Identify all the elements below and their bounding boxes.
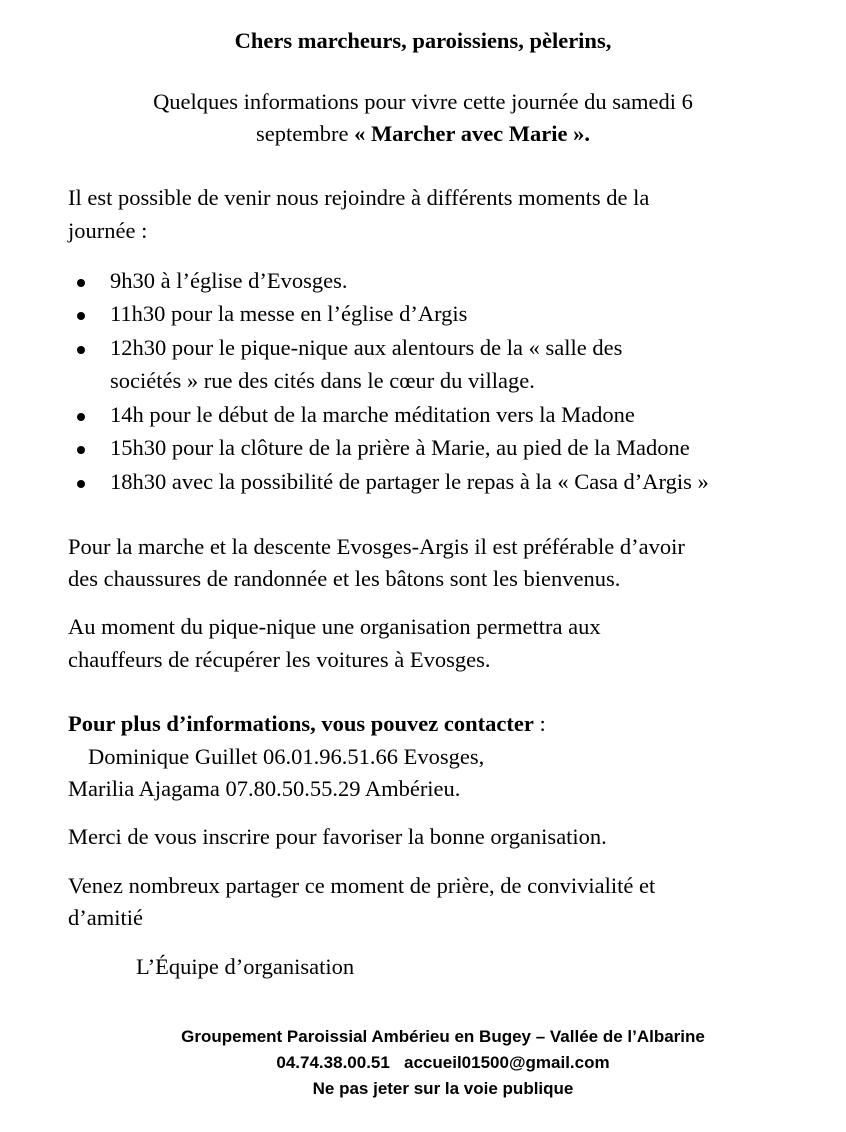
advice-line-1: Pour la marche et la descente Evosges-Argis il est préférable d’avoir	[68, 534, 685, 559]
invite-line-1: Venez nombreux partager ce moment de prière, de convivialité et	[68, 873, 656, 898]
bullet-icon	[77, 312, 85, 320]
bullet-icon	[77, 480, 85, 488]
bullet-icon	[77, 279, 85, 287]
schedule-item: 14h pour le début de la marche méditation vers la Madone	[110, 402, 635, 427]
event-name: « Marcher avec Marie ».	[354, 121, 591, 146]
schedule-item: 15h30 pour la clôture de la prière à Marie, au pied de la Madone	[110, 435, 690, 460]
register-note: Merci de vous inscrire pour favoriser la bonne organisation.	[68, 824, 607, 849]
bullet-icon	[77, 413, 85, 421]
footer-contact	[0, 1050, 846, 1076]
schedule-item: 9h30 à l’église d’Evosges.	[110, 268, 348, 293]
footer-phone: 04.74.38.00.51	[276, 1053, 390, 1072]
join-line-2: journée :	[68, 218, 148, 243]
join-line-1: Il est possible de venir nous rejoindre à différents moments de la	[68, 185, 650, 210]
schedule-item: 11h30 pour la messe en l’église d’Argis	[110, 301, 468, 326]
schedule-item: 18h30 avec la possibilité de partager le repas à la « Casa d’Argis »	[110, 469, 709, 494]
contact-heading: Pour plus d’informations, vous pouvez contacter :	[68, 711, 546, 736]
invite-line-2: d’amitié	[68, 905, 143, 930]
contact-person-2: Marilia Ajagama 07.80.50.55.29 Ambérieu.	[68, 776, 461, 801]
schedule-item: 12h30 pour le pique-nique aux alentours de la « salle des	[110, 335, 623, 360]
advice-line-2: des chaussures de randonnée et les bâtons sont les bienvenus.	[68, 566, 621, 591]
footer-parish: Groupement Paroissial Ambérieu en Bugey – Vallée de l’Albarine	[181, 1027, 705, 1046]
signature: L’Équipe d’organisation	[136, 954, 355, 979]
intro-line-2: septembre « Marcher avec Marie ».	[255, 121, 591, 146]
intro-line-1: Quelques informations pour vivre cette journée du samedi 6	[153, 89, 693, 114]
bullet-icon	[77, 446, 85, 454]
footer-email: accueil01500@gmail.com	[404, 1053, 610, 1072]
bullet-icon	[77, 346, 85, 354]
footer-notice: Ne pas jeter sur la voie publique	[312, 1079, 574, 1098]
greeting: Chers marcheurs, paroissiens, pèlerins,	[234, 28, 612, 53]
contact-person-1: Dominique Guillet 06.01.96.51.66 Evosges,	[88, 744, 485, 769]
schedule-item-continuation: sociétés » rue des cités dans le cœur du village.	[110, 368, 535, 393]
picnic-line-1: Au moment du pique-nique une organisation permettra aux	[68, 614, 601, 639]
picnic-line-2: chauffeurs de récupérer les voitures à Evosges.	[68, 647, 491, 672]
